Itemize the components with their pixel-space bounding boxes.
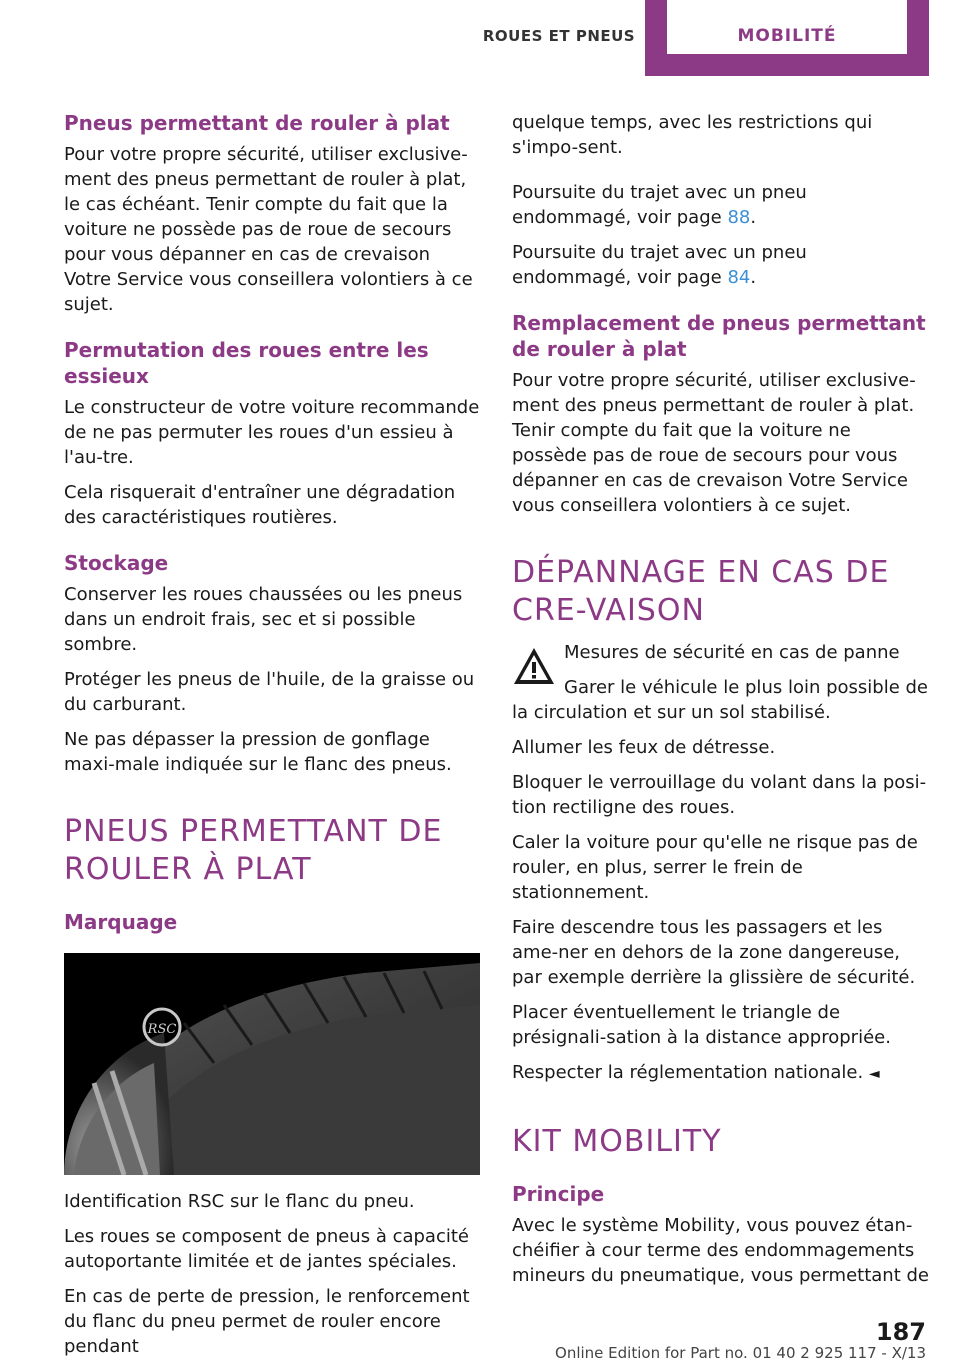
cross-reference-1 — [512, 180, 930, 230]
warning-text-7-body: Respecter la réglementation nationale. — [512, 1062, 864, 1083]
heading-marquage: Marquage — [64, 910, 178, 934]
paragraph-marquage-2: En cas de perte de pression, le renforcement du flanc du pneu permet de rouler encore pendant — [64, 1286, 470, 1357]
warning-triangle-icon — [512, 646, 556, 686]
edition-note: Online Edition for Part no. 01 40 2 925 117 - X/13 — [555, 1344, 926, 1362]
header-chapter-tab — [645, 0, 929, 76]
paragraph-remplacement: Pour votre propre sécurité, utiliser exclusive-ment des pneus permettant de rouler à plat. Tenir compte du fait que la voiture ne possède pas de roue de secours pour vous dépanner en cas de crevaison Votre Service vous conseillera volontiers à ce sujet. — [512, 370, 916, 516]
warning-text-1: Garer le véhicule le plus loin possible de la circulation et sur un sol stabilisé. — [512, 677, 929, 723]
heading-runflat: Pneus permettant de rouler à plat — [64, 111, 450, 135]
page-link-88[interactable]: 88 — [727, 207, 751, 228]
right-column — [512, 110, 930, 1288]
heading-stockage: Stockage — [64, 551, 169, 575]
paragraph-stockage-2: Protéger les pneus de l'huile, de la graisse ou du carburant. — [64, 669, 475, 715]
tire-photo — [64, 953, 480, 1175]
cross-reference-2 — [512, 240, 930, 290]
paragraph-permutation-1: Le constructeur de votre voiture recommande de ne pas permuter les roues d'un essieu à l'au-tre. — [64, 397, 480, 468]
warning-text-4: Caler la voiture pour qu'elle ne risque pas de rouler, en plus, serrer le frein de stationnement. — [512, 832, 918, 903]
paragraph-principe: Avec le système Mobility, vous pouvez étan-chéifier à cour terme des endommagements mineurs du pneumatique, vous permettant de — [512, 1215, 929, 1286]
warning-text-5: Faire descendre tous les passagers et les ame-ner en dehors de la zone dangereuse, par exemple derrière la glissière de sécurité. — [512, 917, 916, 988]
end-of-warning-mark: ◄ — [868, 1066, 880, 1082]
photo-caption: Identification RSC sur le flanc du pneu. — [64, 1191, 415, 1212]
ref-end: . — [750, 267, 757, 288]
page-number: 187 — [875, 1318, 926, 1346]
warning-text-7 — [512, 1060, 930, 1087]
tire-illustration — [64, 953, 480, 1175]
heading-principe: Principe — [512, 1182, 605, 1206]
paragraph-permutation-2: Cela risquerait d'entraîner une dégradation des caractéristiques routières. — [64, 482, 456, 528]
paragraph-runflat: Pour votre propre sécurité, utiliser exclusive-ment des pneus permettant de rouler à plat, le cas échéant. Tenir compte du fait que la voiture ne possède pas de roue de secours pour vous dépanner en cas de crevaison Votre Service vous conseillera volontiers à ce sujet. — [64, 144, 473, 315]
heading-permutation: Permutation des roues entre les essieux — [64, 338, 429, 388]
left-column — [64, 110, 482, 1359]
rsc-logo: RSC — [147, 1022, 177, 1037]
paragraph-stockage-3: Ne pas dépasser la pression de gonflage maxi-male indiquée sur le flanc des pneus. — [64, 729, 452, 775]
warning-text-2: Allumer les feux de détresse. — [512, 737, 776, 758]
section-title-kit-mobility: KIT MOBILITY — [512, 1124, 722, 1159]
ref-end: . — [750, 207, 757, 228]
header-chapter: MOBILITÉ — [667, 0, 907, 54]
paragraph-marquage-1: Les roues se composent de pneus à capacité autoportante limitée et de jantes spéciales. — [64, 1226, 469, 1272]
warning-title: Mesures de sécurité en cas de panne — [564, 642, 900, 663]
paragraph-continued: quelque temps, avec les restrictions qui s'impo-sent. — [512, 112, 873, 158]
ref-text: Poursuite du trajet avec un pneu endommagé, voir page — [512, 242, 807, 288]
heading-remplacement: Remplacement de pneus permettant de rouler à plat — [512, 311, 926, 361]
section-title-depannage: DÉPANNAGE EN CAS DE CRE-VAISON — [512, 555, 890, 628]
header-section: ROUES ET PNEUS — [482, 27, 636, 45]
paragraph-stockage-1: Conserver les roues chaussées ou les pneus dans un endroit frais, sec et si possible sombre. — [64, 584, 463, 655]
ref-text: Poursuite du trajet avec un pneu endommagé, voir page — [512, 182, 807, 228]
warning-text-3: Bloquer le verrouillage du volant dans la posi-tion rectiligne des roues. — [512, 772, 927, 818]
footer — [0, 1318, 960, 1362]
warning-text-6: Placer éventuellement le triangle de présignali-sation à la distance appropriée. — [512, 1002, 891, 1048]
section-title-runflat: PNEUS PERMETTANT DE ROULER À PLAT — [64, 814, 443, 887]
page-link-84[interactable]: 84 — [727, 267, 751, 288]
warning-block — [512, 640, 930, 725]
